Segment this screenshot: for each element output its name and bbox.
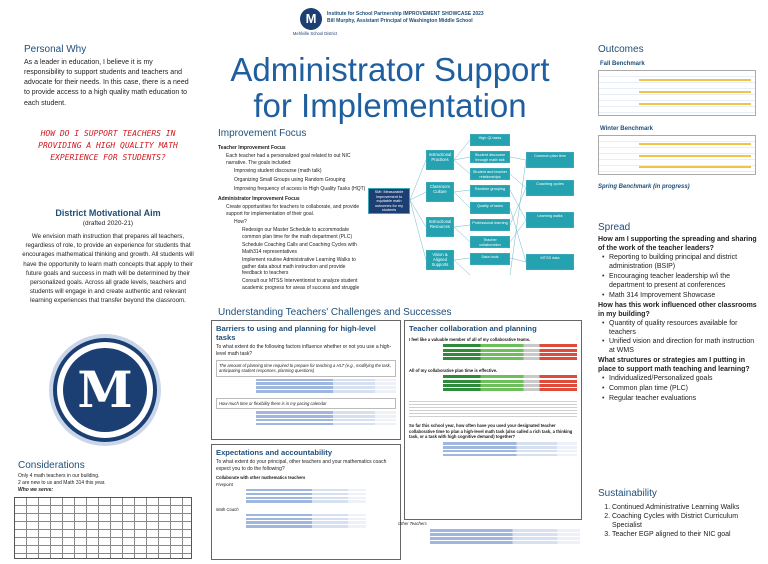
driver-secondary-6: Professional learning	[470, 219, 510, 231]
collab-notes	[409, 399, 577, 417]
aim-heading: District Motivational Aim	[55, 208, 161, 218]
expect-chart-3	[430, 528, 580, 545]
expect-chart-2	[246, 514, 366, 528]
driver-primary-1: Instructional Practices	[426, 150, 454, 170]
spread-c2: • Common plan time (PLC)	[602, 385, 760, 394]
district-name: Mehlville School District	[292, 31, 338, 36]
spread-list-1	[602, 254, 760, 301]
driver-primary-2: Classroom Culture	[426, 182, 454, 202]
collab-q1: I feel like a valuable member of all of my collaborative teams.	[409, 337, 531, 342]
driver-secondary-7: Teacher collaboration	[470, 236, 510, 248]
spread-b2: • Unified vision and direction for math instruction at WMS	[602, 338, 760, 356]
collab-chart-2	[443, 375, 577, 391]
header-line-1: Institute for School Partnership IMPROVEMENT SHOWCASE 2023	[327, 11, 484, 17]
driver-change-2: Coaching cycles	[526, 180, 574, 196]
barriers-q1: The amount of planning time required to prepare for teaching a HLT (e.g., modifying the task, anticipating student responses, planning questions)	[216, 360, 396, 377]
focus-s2: Organizing Small Groups using Random Grouping	[234, 177, 346, 183]
spread-q2: How has this work influenced other classrooms in my building?	[598, 301, 757, 318]
focus-h4: Consult our MTSS Interventionist to analyze student academic progress for areas of success and struggle	[242, 278, 360, 291]
expect-group-1: Fivepoint	[216, 482, 233, 488]
expect-panel	[211, 444, 401, 560]
spread-q1: How am I supporting the spreading and sharing of the work of the teacher leaders?	[598, 236, 757, 252]
collab-chart-3	[443, 442, 577, 456]
driver-change-1: Common plan time	[526, 152, 574, 168]
driver-secondary-4: Random grouping	[470, 185, 510, 197]
collab-chart-1	[443, 344, 577, 360]
spread-a1: • Reporting to building principal and district administration (BSIP)	[602, 254, 760, 272]
considerations-line-2: 2 are new to us and Math 314 this year.	[18, 480, 106, 486]
spread-a2: • Encouraging teacher leadership w/i the department to present at conferences	[602, 273, 760, 291]
title-line-2: for Implementation	[253, 87, 527, 124]
focus-t1: Each teacher had a personalized goal related to out NIC narrative. The goals included:	[226, 153, 351, 166]
driver-secondary-5: Quality of tasks	[470, 202, 510, 214]
barriers-chart-2	[256, 411, 396, 425]
driver-diagram	[368, 130, 580, 290]
considerations-heading: Considerations	[18, 460, 85, 471]
sustain-item-1: 1. Continued Administrative Learning Walks	[612, 503, 762, 512]
spread-list-2	[602, 320, 760, 357]
focus-h2: Schedule Coaching Calls and Coaching Cycles with Math314 representatives	[242, 242, 357, 255]
driver-secondary-8: Data tools	[470, 253, 510, 265]
school-logo	[53, 338, 157, 442]
expect-sub: Collaborate with other mathematics teachers	[216, 475, 306, 480]
outcomes-heading: Outcomes	[598, 44, 644, 55]
focus-heading: Improvement Focus	[218, 128, 307, 139]
focus-h3: Implement routine Administrative Learning Walks to gather data about math instruction and provide feedback to teachers	[242, 257, 356, 276]
expect-heading: Expectations and accountability	[216, 448, 333, 457]
expect-question: To what extent do your principal, other teachers and your mathematics coach expect you to do the following?	[216, 459, 387, 472]
driver-secondary-3: Student and teacher relationships	[470, 168, 510, 180]
winter-label: Winter Benchmark	[600, 126, 653, 132]
driver-change-3: Learning walks	[526, 212, 574, 228]
collab-q3: So far this school year, how often have you used your designated teacher collaborative time to plan a high-level math task (also called a rich task, a thinking task, or a task with high cognitive demand) together?	[409, 423, 573, 439]
spread-list-3	[602, 375, 760, 404]
collab-q2: All of my collaborative plan time is effective.	[409, 368, 498, 374]
sustain-list	[612, 503, 762, 539]
focus-teacher-heading: Teacher Improvement Focus	[218, 145, 286, 151]
winter-chart	[598, 135, 756, 175]
expect-group-2: Math Coach	[216, 507, 239, 513]
spread-q3: What structures or strategies am I putting in place to support math teaching and learning?	[598, 357, 750, 374]
spread-heading: Spread	[598, 222, 631, 233]
driver-change-4: MTSS data	[526, 254, 574, 270]
page-title	[200, 52, 580, 124]
fall-label: Fall Benchmark	[600, 61, 645, 67]
barriers-chart-1	[256, 379, 396, 393]
focus-how: How?	[234, 219, 247, 225]
driver-secondary-2: Student discourse through math talk	[470, 151, 510, 163]
sustain-heading: Sustainability	[598, 488, 657, 499]
sustain-item-2: 2. Coaching Cycles with District Curriculum Specialist	[612, 512, 762, 530]
understanding-heading: Understanding Teachers' Challenges and Successes	[218, 307, 452, 318]
sustain-item-3: 3. Teacher EGP aligned to their NIC goal	[612, 530, 762, 539]
focus-h1: Redesign our Master Schedule to accommodate common plan time for the math department (PLC)	[242, 227, 353, 240]
collab-heading: Teacher collaboration and planning	[409, 324, 537, 333]
spread-section	[598, 236, 760, 405]
barriers-question: To what extent do the following factors influence whether or not you use a high-level math task?	[216, 344, 392, 357]
header-line-2: Bill Murphy, Assistant Principal of Washington Middle School	[327, 18, 473, 24]
considerations-line-3: Who we serve:	[18, 487, 54, 493]
focus-s3: Improving frequency of access to High Quality Tasks (HQT)	[234, 186, 366, 192]
barriers-panel	[211, 320, 401, 440]
personal-why-body: As a leader in education, I believe it is my responsibility to support students and teachers and advocate for their needs. In this case, there is a need to provide access to a high quality math education to each student.	[24, 59, 189, 107]
focus-admin-heading: Administrator Improvement Focus	[218, 196, 300, 202]
barriers-heading: Barriers to using and planning for high-level tasks	[216, 324, 376, 342]
focus-s1: Improving student discourse (math talk)	[234, 168, 322, 174]
considerations-line-1: Only 4 math teachers in our building.	[18, 473, 100, 479]
spread-b1: • Quantity of quality resources available for teachers	[602, 320, 760, 338]
aim-sub: (drafted 2020-21)	[82, 220, 134, 227]
personal-why-question: HOW DO I SUPPORT TEACHERS IN PROVIDING A HIGH QUALITY MATH EXPERIENCE FOR STUDENTS?	[38, 129, 178, 162]
spring-label: Spring Benchmark (in progress)	[598, 184, 690, 190]
focus-a1: Create opportunities for teachers to collaborate, and provide support for implementation of their goal.	[226, 204, 360, 217]
expect-chart-1	[246, 489, 366, 503]
driver-aim: SMI: Measurable Improvement to equitable math outcomes for my students	[368, 188, 410, 214]
expect-group-3: Other Teachers	[398, 521, 427, 526]
driver-secondary-1: High QI tasks	[470, 134, 510, 146]
aim-body: We envision math instruction that prepares all teachers, regardless of role, to provide an experience for students that encourages mathematical thinking and growth. All students will have the opportunity to learn math concepts that apply to their future goals and success in math will be determined by their personalized goals. Across all grade levels, teachers and students will engage in and create authentic and relevant learning experiences that transfer beyond the classroom.	[22, 233, 194, 305]
personal-why-heading: Personal Why	[24, 44, 87, 55]
district-logo: M	[300, 8, 322, 30]
fall-chart	[598, 70, 756, 116]
barriers-q2: How much time or flexibility there is in my pacing calendar	[216, 398, 396, 409]
title-line-1: Administrator Support	[230, 51, 550, 88]
driver-primary-4: Vision & Aligned Supports	[426, 250, 454, 270]
demographics-table	[14, 497, 192, 559]
collab-panel	[404, 320, 582, 520]
spread-a3: • Math 314 Improvement Showcase	[602, 292, 760, 301]
spread-c3: • Regular teacher evaluations	[602, 395, 760, 404]
school-logo-letter: M	[63, 348, 147, 432]
spread-c1: • Individualized/Personalized goals	[602, 375, 760, 384]
driver-primary-3: Instructional Resources	[426, 217, 454, 237]
